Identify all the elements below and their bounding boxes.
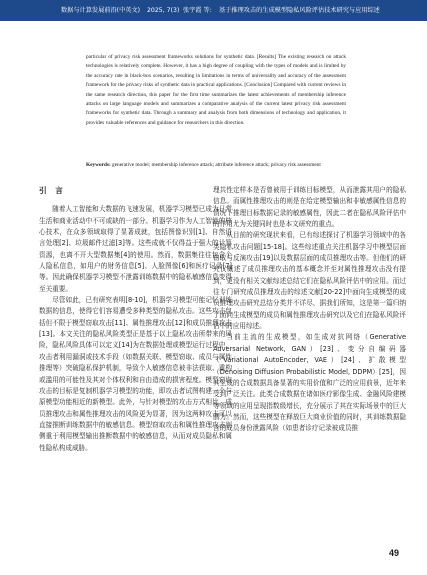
section-title-introduction: 引 言 [39,186,66,195]
right-paragraph-1: 理共性定样本是否曾被用于训练目标模型，从而泄露其用户的隐私信息。而属性推理攻击的则是在给定模型输出和非敏感属性信息的情况下推理目标数据记录的敏感属性，因此二者在隐私风险评估中的作用尤为关键同时也是本文研究的重点。 [213,186,406,229]
intro-paragraph-2: 尽管如此，已有研究表明[8-10]，机器学习模型可能记忆训练数据的信息，使得它们容易遭受多种类型的隐私攻击。这些攻击包括但不限于模型窃取攻击[11]、属性推理攻击[12]和成员推理攻击[13]。本文关注的隐私风险类型正是基于以上隐私攻击所带来的风险，隐私风险具体可以定义[14]为在数据处理或模型运行过程中，攻击者利用漏洞或技术手段（如数据关联、模型窃取、成员与属性推理等）突破隐私保护机制，导致个人敏感信息被非法获取、重构或滥用的可能性及其对个体权利和自由造成的损害程度。模型窃取攻击的目标是复制机器学习模型的功能，即攻击者试图构建一个与原模型功能相近的新模型。此外，与针对模型的攻击方式相比，成员推理攻击和属性推理攻击的风险更为显著，因为这两种攻击可以直接推断训练数据中的敏感信息。模型窃取攻击和属性推理攻击则侧重于利用模型输出推断数据中的敏感信息，从而对成员隐私和属性隐私构成威胁。 [39,296,232,452]
journal-name: 数据与计算发展前沿(中英文) [61,7,141,14]
right-paragraph-3: 当前主流的生成模型，如生成对抗网络（Generative Adversarial Network, GAN）[23]、变分自编码器（Variational AutoEncoder, VAE）[24]、扩散模型（Denoising Diffusion Probabilistic Model, DDPM）[25]，因其生成的合成数据具备显著的实用价值和广泛的应用前景，近年来受到广泛关注。此类合成数据在诸如医疗影像生成、金融风险建模等领域的应用呈现指数级增长，充分展示了其在实际场景中的巨大潜力。然而，这些模型在释放巨大商业价值的同时，其训练数据隐含的成员身份泄露风险（如患者诊疗记录被成员推 [213,333,406,433]
keywords-line [86,161,346,170]
right-paragraph-2: 从目前的研究现状来看，已有综述探讨了机器学习领域中的各类隐私攻击问题[15-18]。这些综述重点关注机器学习中模型层面窃取与反演攻击[19]以及数据层面的成员推理攻击等。但他们的研究仅概述了成员推理攻击的基本概念并至对属性推理攻击没有提到，更没有相关文献综述总结它们在隐私风险评估中的应用。而过往专门研究成员推理攻击的综述文献[20-22]中面向生成模型的成员推理攻击研究总结分类并不详尽，据我们所知，这是第一篇归纳了面向生成模型的成员和属性推理攻击研究以及它们在隐私风险评估中的应用综述。 [213,231,406,331]
header-authors: 张宇霞 等: [183,7,212,14]
journal-issue: 2025, 7(3) [147,7,180,14]
journal-header-bar [0,0,427,21]
page-number: 49 [389,548,400,558]
intro-paragraph-1: 随着人工智能和大数据的飞速发展，机器学习模型已成为日常生活和商业活动中不可或缺的一部分。机器学习作为人工智能的核心技术，在众多领域取得了显著成就，包括图像识别[1]、自然语言处理[2]、垃圾邮件过滤[3]等。这些成就不仅得益于强大的计算资源，也离不开大型数据集[4]的使用。然而，数据集往往包含个人隐私信息，如用户的财务信息[5]、人脸图像[6]和医疗记录[7]等。因此确保机器学习模型不泄露训练数据中的隐私敏感信息变得至关重要。 [39,205,232,293]
right-column [213,185,406,435]
keywords-text: generative model; membership inference attack; attribute inference attack; privacy risk assessment [112,162,321,168]
english-abstract: particular of privacy risk assessment frameworks solutions for synthetic data. [Results] The existing research on attack technologies is relatively complete. However, it has a high degree of coupling with the types of models and is limited by the accuracy rate in black-box scenarios, resulting in limitations in terms of universality and accuracy of the assessment framework for the privacy risks of synthetic data in practical applications. [Conclusion] Compared with current reviews in the same research direction, this paper for the first time summarizes the latest achievements of membership inference attacks on large language models and summarizes a comparative analysis of the current latest privacy risk assessment frameworks for synthetic data. Through a summary and analysis from both dimensions of technology and application, it provides valuable references and guidance for researchers in this direction. [86,54,346,126]
left-column [39,185,232,454]
keywords-label: Keywords: [86,162,111,168]
article-running-title: 基于推理攻击的生成模型隐私风险评估技术研究与应用综述 [219,7,380,14]
